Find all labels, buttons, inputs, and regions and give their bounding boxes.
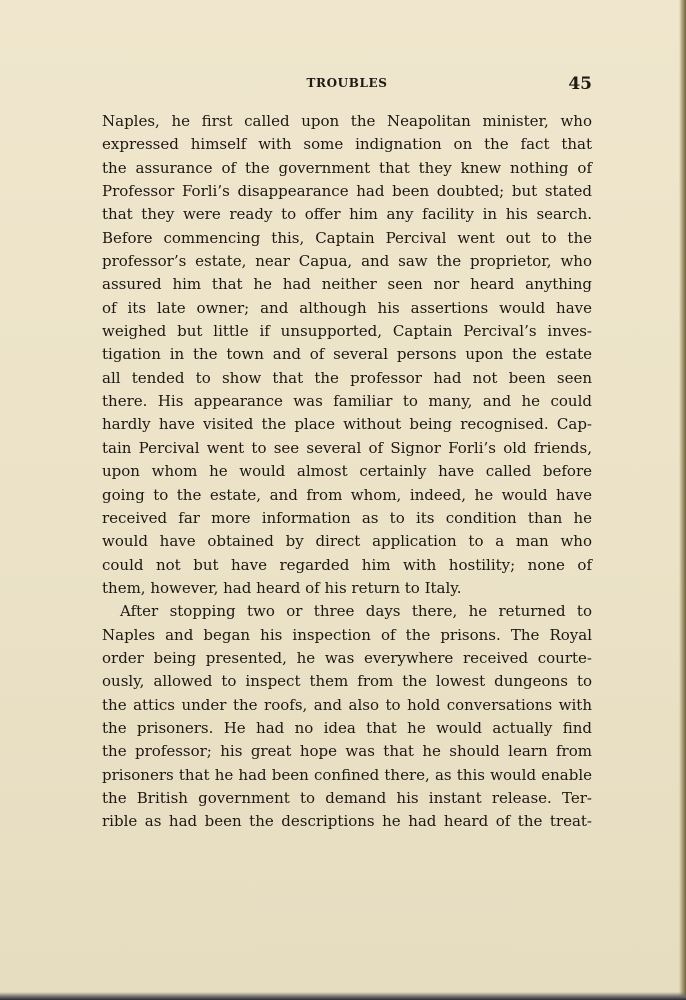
text-line: the prisoners. He had no idea that he would actually find	[102, 718, 592, 737]
text-line: the attics under the roofs, and also to hold conversations with	[102, 695, 592, 714]
paragraph	[102, 600, 592, 833]
text-line: Before commencing this, Captain Percival went out to the	[102, 228, 592, 247]
text-line: there. His appearance was familiar to many, and he could	[102, 392, 592, 411]
text-line: all tended to show that the professor had not been seen	[102, 368, 592, 387]
text-line: professor’s estate, near Capua, and saw the proprietor, who	[102, 252, 592, 271]
body-text	[102, 110, 592, 834]
text-line: Naples, he first called upon the Neapolitan minister, who	[102, 112, 592, 130]
text-line: the professor; his great hope was that he should learn from	[102, 742, 592, 761]
page-bottom-shadow	[0, 992, 686, 1000]
text-line: the assurance of the government that they knew nothing of	[102, 158, 592, 177]
text-line: weighed but little if unsupported, Captain Percival’s inves-	[102, 322, 592, 341]
running-head-title: TROUBLES	[306, 76, 388, 90]
text-line: tigation in the town and of several persons upon the estate	[102, 345, 592, 364]
running-head	[102, 74, 592, 96]
text-line: received far more information as to its condition than he	[102, 508, 592, 527]
text-line: expressed himself with some indignation on the fact that	[102, 135, 592, 154]
text-line: the British government to demand his instant release. Ter-	[102, 788, 592, 807]
text-line: After stopping two or three days there, he returned to	[120, 602, 592, 621]
text-line: rible as had been the descriptions he had heard of the treat-	[102, 812, 592, 831]
text-line: upon whom he would almost certainly have called before	[102, 462, 592, 481]
text-line: going to the estate, and from whom, indeed, he would have	[102, 485, 592, 504]
text-line: assured him that he had neither seen nor heard anything	[102, 275, 592, 294]
text-line: that they were ready to offer him any facility in his search.	[102, 205, 592, 224]
text-line: of its late owner; and although his assertions would have	[102, 298, 592, 317]
text-line: tain Percival went to see several of Signor Forli’s old friends,	[102, 438, 592, 457]
text-line: them, however, had heard of his return to Italy.	[102, 578, 462, 597]
text-line: hardly have visited the place without being recognised. Cap-	[102, 415, 592, 434]
page-number: 45	[568, 74, 592, 94]
text-line: could not but have regarded him with hostility; none of	[102, 555, 592, 574]
text-line: Professor Forli’s disappearance had been doubted; but stated	[102, 182, 592, 201]
text-line: Naples and began his inspection of the prisons. The Royal	[102, 625, 592, 644]
text-line: would have obtained by direct application to a man who	[102, 532, 592, 551]
text-line: prisoners that he had been confined there, as this would enable	[102, 765, 592, 784]
paragraph	[102, 110, 592, 600]
text-line: order being presented, he was everywhere received courte-	[102, 648, 592, 667]
text-line: ously, allowed to inspect them from the lowest dungeons to	[102, 672, 592, 691]
page-edge-shadow	[679, 0, 686, 1000]
